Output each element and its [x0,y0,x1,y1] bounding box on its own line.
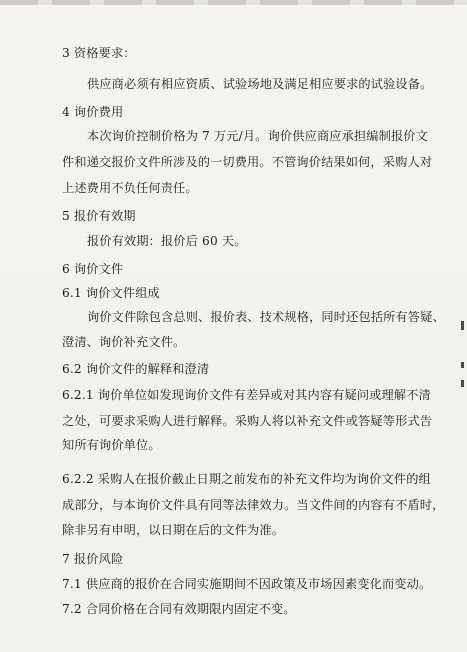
section-7-title: 7 报价风险 [62,552,124,566]
section-3-title: 3 资格要求： [62,46,136,60]
section-7-2: 7.2 合同价格在合同有效期限内固定不变。 [62,602,296,616]
section-7-1: 7.1 供应商的报价在合同实施期间不因政策及市场因素变化而变动。 [62,577,432,591]
scan-artifact-mark [461,362,464,368]
section-6-2-title: 6.2 询价文件的解释和澄清 [62,362,210,376]
section-5-title: 5 报价有效期 [62,209,136,223]
section-6-2-2-line-3: 除非另有申明，以日期在后的文件为准。 [62,523,285,537]
scan-artifact-mark [461,380,464,387]
section-6-2-2-line-1: 6.2.2 采购人在报价截止日期之前发布的补充文件均为询价文件的组 [62,472,431,486]
section-6-2-1-line-2: 之处，可要求采购人进行解释。采购人将以补充文件或答疑等形式告 [62,414,433,428]
scan-artifact-mark [461,321,464,330]
section-6-2-2-line-2: 成部分，与本询价文件具有同等法律效力。当文件间的内容有不盾时， [62,498,445,512]
scan-top-edge [0,0,467,5]
section-5-body: 报价有效期：报价后 60 天。 [87,234,247,248]
section-4-line-3: 上述费用不负任何责任。 [62,181,198,195]
section-6-2-1-line-3: 知所有询价单位。 [62,438,161,452]
section-6-title: 6 询价文件 [62,262,124,276]
section-3-body: 供应商必须有相应资质、试验场地及满足相应要求的试验设备。 [87,77,433,91]
section-4-title: 4 询价费用 [62,105,124,119]
section-6-1-line-2: 澄清、询价补充文件。 [62,335,186,349]
section-6-1-line-1: 询价文件除包含总则、报价表、技术规格，同时还包括所有答疑、 [87,310,445,324]
section-4-line-2: 件和递交报价文件所涉及的一切费用。不管询价结果如何，采购人对 [62,155,433,169]
section-6-1-title: 6.1 询价文件组成 [62,286,160,300]
section-6-2-1-line-1: 6.2.1 询价单位如发现询价文件有差异或对其内容有疑问或理解不清 [62,388,431,402]
section-4-line-1: 本次询价控制价格为 7 万元/月。询价供应商应承担编制报价文 [87,129,428,143]
